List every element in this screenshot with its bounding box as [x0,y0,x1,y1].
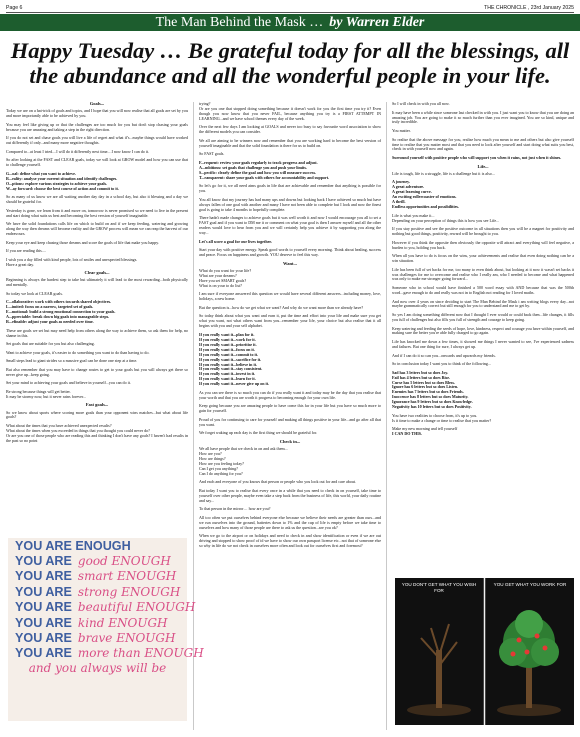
section-heading: Check in... [279,438,301,444]
paragraph: If you stay positive and see the positive outcome in all situations then you will be a magnet for positivity and nothing but good things, positivity, reward will be brought to you. [392,226,574,236]
paragraph: So let's go for it, we all need aims goals in life that are achievable and remember that anything is possible for you. [199,183,381,194]
question: What is on your to do list? [199,282,242,288]
want-item: If you really want it...learn for it. [199,376,256,382]
paragraph: So in conclusion today I want you to think of the following... [392,361,491,367]
paragraph: Life has knocked me down a few times, it showed me things I never wanted to see, I've experienced sadness and failures. But one thing for sure, I always get up. [392,339,574,349]
paragraph: Let's all score a goal for our lives together. [199,238,272,244]
headline: Happy Tuesday … Be grateful today for all the blessings, all the abundance and all the wonderful people in your life. [10,38,570,88]
paragraph: Start your day with positive energy. Speak good words to yourself every morning. Think about healing, success and peace. Focus on happiness and growth. YOU deserve to feel this way. [199,247,381,258]
life-item: Endless opportunities and possibilities. [392,204,460,209]
poster-row-main: YOU ARE [15,554,72,569]
question: What are your dreams? [199,272,237,278]
paragraph: There hadn't made changes to achieve goals but it was well worth it and now I would encourage you all to set a FAST goal and if you want to DM me it or comment on what your goal is then I answer myself and all the other readers would love to hear from you and we will certainly help you achieve it by supporting you along the way... [199,215,381,236]
paragraph: So I will check in with you all now. [392,101,450,106]
poster-row-script: good ENOUGH [77,554,171,569]
letters-item: Inoccence has 8 letters but so does Maturity. [392,394,469,400]
column-2 [199,102,381,730]
paragraph: Small steps lead to giant strides so a massive goal can be done one step at a time. [6,358,138,364]
paragraph: What about the times that you have achieved unexpected results? [6,423,112,429]
paragraph: So we know about sports where scoring more goals than your opponent wins matches...but what about life goals? [6,409,188,420]
tree-illustration [395,578,574,725]
want-item: If you really want it...stay consistent. [199,366,263,372]
tree-caption-wish: YOU DON'T GET WHAT YOU WISH FOR [401,582,477,593]
poster-row-script: smart ENOUGH [77,569,177,584]
question: What do you want for your life? [199,267,252,273]
paragraph: Make my new morning and tell yourself [392,426,458,432]
paragraph: Life is tough, life is a struggle, life is a challenge but it is also... [392,170,495,176]
poster-row-main: YOU ARE [15,615,72,630]
poster-row-script: kind ENOUGH [77,615,168,630]
poster-row-main: YOU ARE [15,646,72,661]
paragraph: Keep your eye and keep chasing those dreams and score the goals of life that make you happy. [6,239,160,245]
want-item: If you really want it...never give up on it. [199,381,269,387]
paragraph: So realise that the above message for you, realise how much you mean to me and others but also give yourself time to realise that you matter most and that you need to look after yourself and start doing what suits you best, check in with yourself now and again. [392,136,574,152]
question: How are things? [199,455,226,461]
want-item: If you really want it...invest in it. [199,371,256,377]
paragraph: Or are you one that stopped doing something because it doesn't work for you the first time you try it? Even though you now know that you never FAIL, because anything you try is a FIRST ATTEMPT IN LEARNING...and we have school themes every day of the week. [199,105,381,121]
grow-item: W...ay forward: choose the best course of action and commit to it. [6,185,119,191]
paragraph: It may have been a while since someone last checked in with you. I just want you to know that you are doing an amazing job. You are going to make it so much further than you ever imagined. You are so kind, unique and truly incredible. [392,109,574,125]
paragraph: To that person in the mirror… how are you? [199,506,271,512]
want-item: If you really want it...believe in it. [199,361,257,367]
poster-row [8,615,187,630]
paragraph: But today I want you to realise that every once in a while that you need to check in on yourself, take time to yourself over other people, maybe even take a step back from the business of life, this world, your daily routine and say... [199,487,381,503]
clear-item: A...ppreciable: break down big goals into manageable steps. [6,314,110,320]
paragraph: So as many of us know we are all waiting another day day in a school day, but also it blessing and a day we should be grateful for. [6,194,188,205]
paragraph: So today think about what you want and earn it, put the time and effort into your life and make sure you get what you want, not what others want from you...remember your life, your choice but also realise that it all begins with you and your self alphabet. [199,313,381,329]
want-item: If you really want it...work for it. [199,336,256,342]
paragraph: Compared to...at least I tried....I will do it differently next time....I now know I can do it. [6,148,150,154]
paragraph: You may feel like giving up or that the challenges are too much for you but don't stop chasing your goals because you are amazing and taking a step in the right direction. [6,121,188,132]
paragraph: Depending on your perception of things this is how you see Life... [392,217,500,223]
paragraph: Surround yourself with positive people who will support you when it rains, not just when it shines. [392,155,562,160]
life-item: A journey. [392,179,410,185]
paragraph: If you do not set and chase goals you will live a life of regret and what if's...maybe things would have worked out differently if only...and many more negative thoughts. [6,135,188,146]
letters-item: Enemies has 7 letters but so does Friends. [392,389,464,395]
paragraph: Set goals that are suitable for you but also challenging. [6,341,95,347]
fast-item: T...ransparent: share your goals with others for accountability and support. [199,174,330,180]
paragraph: So today we look at CLEAR goals. [6,290,63,296]
section-heading: Want... [283,260,297,266]
paragraph: Keep watering and feeding the seeds of hope, love, kindness, respect and courage you have within yourself, and making sure the better you're able fully charged to go again. [392,325,574,336]
tree-caption-work: YOU GET WHAT YOU WORK FOR [493,582,567,587]
want-item: If you really want it...sacrifice for it. [199,356,262,362]
grow-item: G...oal: define what you want to achieve. [6,170,76,176]
poster-row-script: more than ENOUGH [77,646,204,661]
poster-last-line: and you always will be [28,661,167,676]
paragraph: I am sure if everyone answered this question we would have several different answers...including money, love, holidays, a new home. [199,291,381,302]
paragraph: Is it time to make a change or time to realise that you matter? [392,417,492,423]
grow-item: R...eality: analyse your current situation and identify challenges. [6,175,118,181]
paragraph: And each and everyone of you knows that person or people who you look out for and care about. [199,479,356,485]
life-item: A thrill. [392,199,406,205]
paragraph: What about the times when you exceeded in things that you thought you could never do? [6,427,150,433]
poster-row [8,538,187,553]
poster-row-main: YOU ARE [15,569,72,584]
column-divider [386,102,387,730]
question: Can I do anything for you? [199,470,243,476]
life-item: A great adventure. [392,184,425,190]
paragraph: And if I can do it so can you...onwards and upwards my friends. [392,352,496,358]
paragraph: Want to achieve your goals, it's easier to do something you want to do than having to do. [6,349,150,355]
poster-row-script: strong ENOUGH [77,584,181,599]
poster-row [8,630,187,645]
letters-item: Negativity has 10 letters but so does Positivity. [392,404,472,410]
question: How are you? [199,451,222,457]
paragraph: We have the solid foundations calls life on which to build on and if we keep feeding, watering and growing along the way then dreams will become reality and the GROW process will mean we can reap the harvest of our endeavours. [6,221,188,236]
poster-row [8,553,187,568]
paragraph: But the question is...how do we get what we want? And why do we want more than we already have? [199,304,364,310]
poster-row [8,569,187,584]
page-header [6,3,574,13]
fast-item: F...requent: review your goals regularly to track progress and adjust. [199,159,318,165]
paragraph: Or are you one of those people who are reading this and thinking I don't have any goals? I haven't had results in the past so no point [6,432,188,443]
page-number: Page 6 [6,4,23,11]
poster-row [8,584,187,599]
paragraph: Life has been full of set backs for me, too many to even think about, but looking at it now it wasn't set backs it was challenges for me to overcome and realise who I really am, who I needed to become and what happened was only to make me stronger going forward... [392,266,574,282]
life-item: A great learning curve. [392,189,432,195]
paragraph: Set your mind to achieving your goals and believe in yourself...you can do it. [6,380,131,386]
want-item: If you really want it...plan for it. [199,331,255,337]
letters-item: Ignorance has 9 letters but so does Knowledge. [392,399,473,405]
paragraph: And now over 4 years on since deciding to start The Man Behind the Mask i am writing blogs every day...not maybe grammatically correct but still enough for you to understand and me to get by. [392,298,574,309]
letters-item: Curse has 5 letters but so does Bless. [392,379,455,385]
poster-row-script: beautiful ENOUGH [77,600,196,615]
section-heading: Goals... [89,101,105,106]
letters-item: Ignore has 6 letters but so does Listen. [392,384,459,390]
paragraph: But also remember that you may have to change routes to get to your goals but you will always get there so never give up...keep going. [6,366,188,377]
fast-item: A...mbitious: set goals that challenge you and push your limits. [199,164,307,170]
paragraph: Life is what you make it... [392,212,435,218]
poster-row-script: brave ENOUGH [77,631,176,646]
paragraph: You have two realities to choose from, it's up to you. [392,412,478,418]
paragraph: Today we are on a hat-trick of goals and topics, and I hope that you will now realise that all goals are set by you and more importantly able to be achieved by you. [6,108,188,119]
paragraph: Someone who in school would have finished a 500 word essay with AND because that was the 500th word...gave enough to do and really was not in to English not reading for I loved maths. [392,285,574,295]
letters-item: Sad has 3 letters but so does Joy. [392,369,449,375]
question: Have you set SMART goals? [199,277,247,283]
paragraph: You matter. [392,128,411,133]
want-item: If you really want it...focus on it. [199,346,255,352]
poster-row [8,600,196,615]
paragraph: If you are reading this.... [6,248,46,254]
question: Can I get you anything? [199,465,238,471]
you-are-enough-poster [8,538,204,721]
column-title: The Man Behind the Mask … [155,14,324,30]
paragraph: As you can see there is so much you can do if you really want it and today may be the day that you realise that your worth and that you are worth it progress to becoming enough for your own life. [199,389,381,400]
paragraph: Have a great day. [6,261,35,267]
life-item: An exciting rollercoaster of emotions. [392,194,457,200]
paragraph: Be strong because things will get better. [6,388,71,394]
grow-item: O...ptions: explore various strategies to achieve your goals. [6,180,108,186]
letters-item: Fail has 4 letters but so does Rise. [392,374,451,380]
byline: by Warren Elder [329,14,425,30]
paragraph: We all have people that we check in on and ask them... [199,446,288,452]
poster-row-main: YOU ARE [15,600,72,615]
paragraph: Yesterday is gone, we learn from it and move on, tomorrow is never promised so we need to live in the present and start doing what suits us best and becoming the best version of yourself imaginable. [6,207,188,218]
fast-item: S...pecific: clearly define the goal and how you will measure success. [199,169,317,175]
column-divider [193,102,194,730]
paragraph: So after looking at the FAST and CLEAR goals, today we will look at GROW model and how you can use that to challenge yourself. [6,157,188,168]
poster-row-main: YOU ARE [15,631,72,646]
paragraph: Beginning is always the hardest step to take but ultimately it will lead to the most rewarding...both physically and mentally. [6,277,188,288]
section-heading: Clear goals... [84,270,110,276]
paragraph: So FAST goals. [199,151,225,157]
poster-row [8,646,204,661]
clear-item: C...ollaborative: work with others towards shared objectives. [6,299,112,305]
closing-line: I CAN DO THIS. [392,431,423,437]
clear-item: E...motional: build a strong emotional connection to your goals. [6,309,116,315]
paragraph: I wish you a day filled with kind people, lots of smiles and unexpected blessings. [6,256,138,262]
paragraph: These are goals we set but may need help from others along the way to achieve them, so ask them for help, no shame in this. [6,327,188,338]
paragraph: Proud of you for continuing to care for yourself and making all things positive in your life...and go after all that you want. [199,416,381,427]
column-banner [0,14,580,31]
paragraph: So yes I am doing something different now that I thought I ever would or could back then...life changes, it fills you full of challenges but also fills you full of strength and courage to keep going. [392,312,574,322]
paper-date: THE CHRONICLE , 23rd January 2025 [484,4,574,11]
section-heading: Life... [477,163,489,169]
paragraph: We forget waking up each day is the first thing we should be grateful for. [199,430,318,436]
paragraph: When all you have to do is focus on the wins, your achievements and realise that even doing nothing can be a win situation. [392,253,574,263]
want-item: If you really want it...prioritise it. [199,341,257,347]
paragraph: Keep going because you are amazing people to have come this far in your life but you have so much more to gain for yourself. [199,403,381,414]
paragraph: You all know that my journey has had many ups and downs but looking back I have achieved so much but have always fallen of one goal with another and many I have not been able to complete but I look and now the finest goal is going to take 4 months to hopefully complete. [199,196,381,212]
clear-item: R...efinable: adjust your goals as needed over time. [6,319,94,325]
want-item: If you really want it...commit to it. [199,351,259,357]
paragraph: It may be stormy now, but it never rains forever... [6,393,87,399]
question: How are you feeling today? [199,460,244,466]
wish-vs-work-tree-image [395,578,574,725]
paragraph: When we go to the airport or on holidays and need to check in and show identification or even if we are out driving and stopped to show proof of id we have to show our own passport license etc...not that of someone else so why in life do we not check in ourselves more often and look out for ourselves first and foremost? [199,533,381,549]
paragraph: We all are aiming to be winners now and remember that you are working hard to become the best version of yourself imaginable and that the solid foundation is there for us to build on. [199,137,381,148]
paragraph: All too often we put ourselves behind everyone else because we believe their needs are greater than ours...and we run ourselves into the ground, batteries down to 1% and the cup of life is empty before we take time to ourselves and how many of those people are there to ask us the question...are you ok? [199,514,381,530]
poster-row-main: YOU ARE ENOUGH [15,538,131,553]
poster-row-main: YOU ARE [15,584,72,599]
paragraph: trying? [199,101,211,106]
paragraph: Over the next few days I am looking at GOALS and never too busy to say favourite word association to show the different models you can consider. [199,124,381,135]
paragraph: However if you think the opposite then obviously the opposite will attract and everything will feel negative, a burden to you, holding you back. [392,239,574,250]
clear-item: L...imited: focus on a narrow, targeted set of goals. [6,304,94,310]
section-heading: Fast goals... [85,402,109,408]
